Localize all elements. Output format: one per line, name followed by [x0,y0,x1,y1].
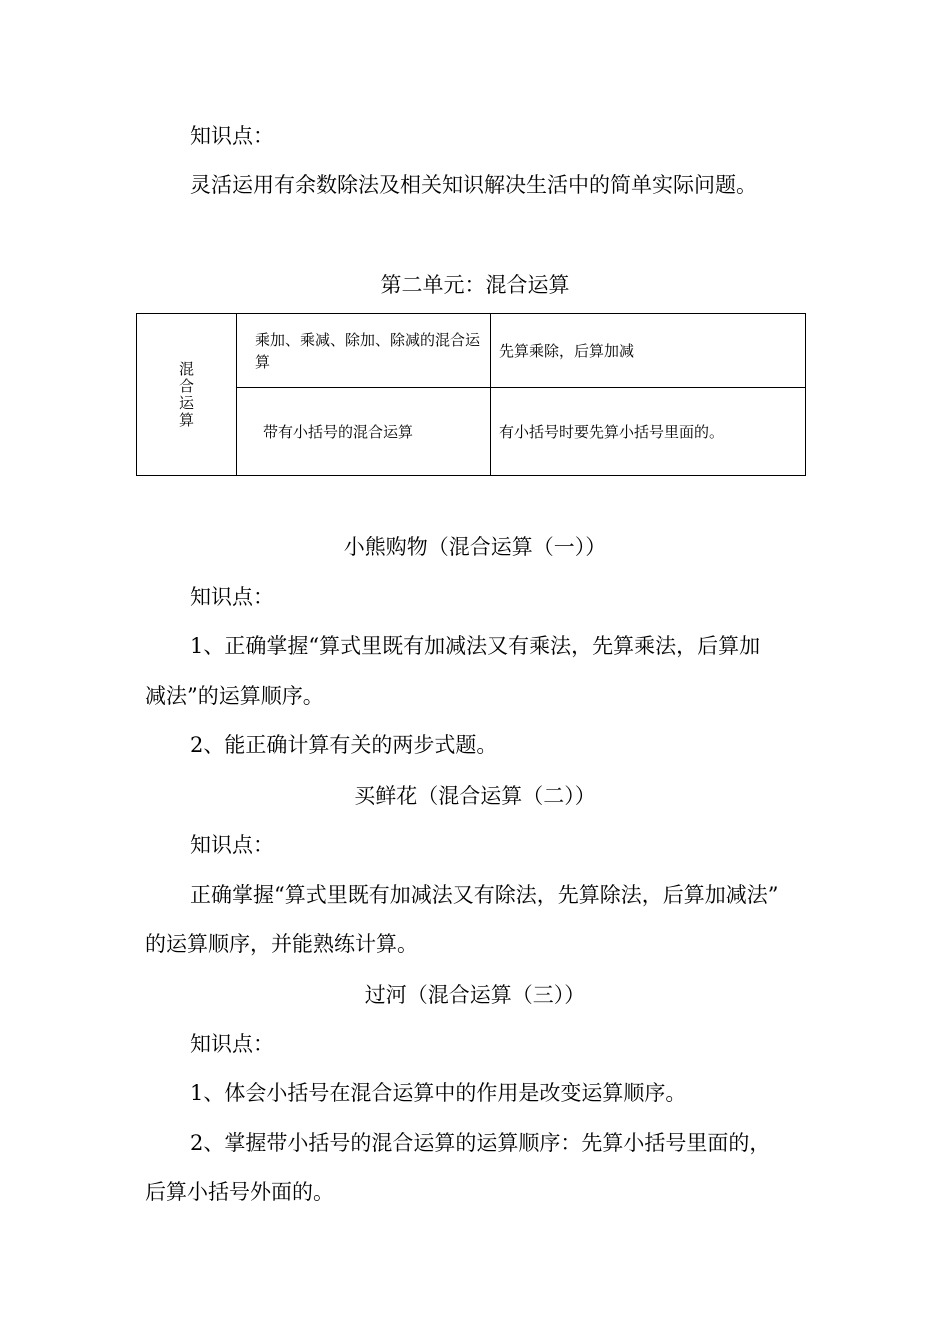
lesson-title: 小熊购物（混合运算（一）） [343,535,607,559]
unit-title: 第二单元：混合运算 [380,273,570,297]
knowledge-label: 知识点： [190,585,274,609]
lesson-title: 过河（混合运算（三）） [364,983,586,1007]
table-topic-cell [237,388,491,476]
paragraph: 正确掌握“算式里既有加减法又有除法，先算除法，后算加减法” [190,883,779,907]
paragraph: 后算小括号外面的。 [145,1180,334,1204]
table-rule-cell [491,388,806,476]
paragraph: 减法”的运算顺序。 [145,684,324,708]
table-category: 混合运算 [177,360,195,429]
paragraph: 2、掌握带小括号的混合运算的运算顺序：先算小括号里面的， [190,1131,771,1155]
table-rule-cell [491,314,806,388]
table-rule: 先算乘除，后算加减 [499,342,635,360]
paragraph: 2、能正确计算有关的两步式题。 [190,733,498,757]
paragraph: 1、正确掌握“算式里既有加减法又有乘法，先算乘法，后算加 [190,634,761,658]
table-category-cell [137,314,237,476]
table-topic: 带有小括号的混合运算 [263,423,414,441]
table-topic: 乘加、乘减、除加、除减的混合运算 [255,330,481,371]
paragraph: 灵活运用有余数除法及相关知识解决生活中的简单实际问题。 [190,173,757,197]
knowledge-label: 知识点： [190,833,274,857]
table-topic-cell [237,314,491,388]
knowledge-label: 知识点： [190,1032,274,1056]
unit-table [136,313,806,476]
knowledge-label: 知识点： [190,124,274,148]
table-rule: 有小括号时要先算小括号里面的。 [499,423,725,441]
paragraph: 的运算顺序，并能熟练计算。 [145,932,418,956]
paragraph: 1、体会小括号在混合运算中的作用是改变运算顺序。 [190,1081,687,1105]
lesson-title: 买鲜花（混合运算（二）） [354,784,596,808]
